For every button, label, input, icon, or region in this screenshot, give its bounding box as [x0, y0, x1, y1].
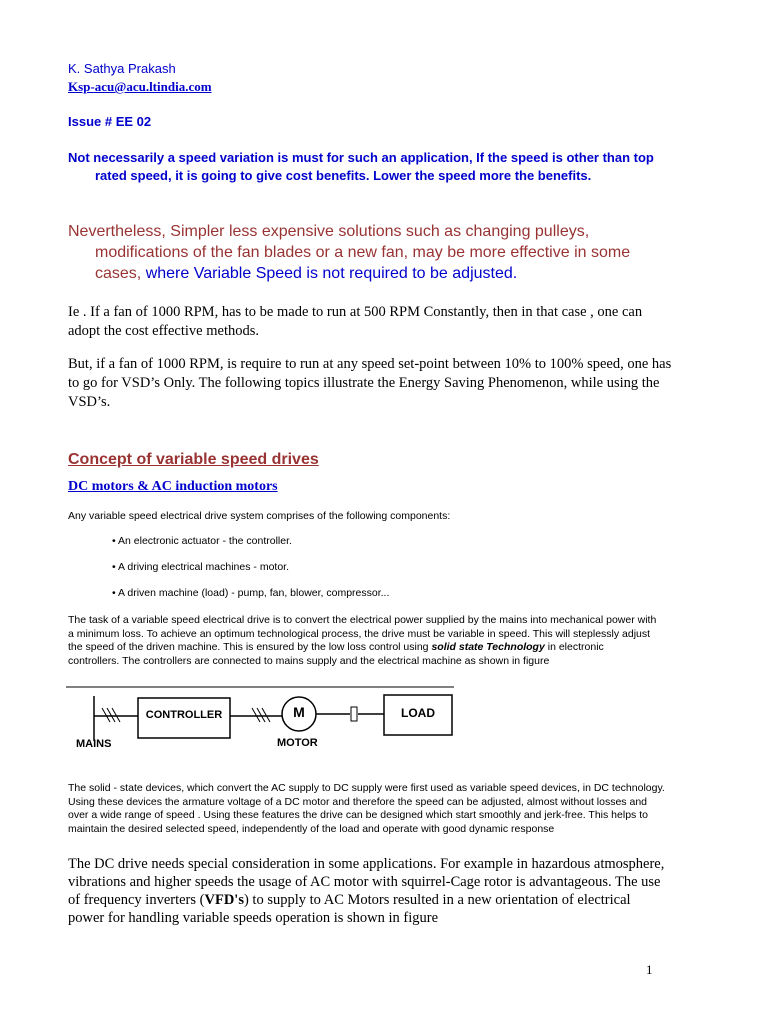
intro-blue-text: where Variable Speed is not required to be adjusted. — [145, 265, 518, 282]
list-item: • A driving electrical machines - motor. — [112, 561, 289, 573]
task-paragraph — [68, 614, 658, 668]
section-subheading: DC motors & AC induction motors — [68, 479, 278, 494]
author-email-link[interactable]: Ksp-acu@acu.ltindia.com — [68, 79, 212, 94]
intro-red-paragraph — [68, 221, 675, 284]
list-item: • A driven machine (load) - pump, fan, blower, compressor... — [112, 587, 390, 599]
dc-drive-paragraph — [68, 855, 668, 927]
load-label: LOAD — [401, 706, 435, 720]
author-name: K. Sathya Prakash — [68, 61, 176, 76]
task-text-2: in electronic controllers. The controllers are connected to mains supply and the electrical machine as shown in figure — [68, 641, 604, 667]
issue-number: Issue # EE 02 — [68, 114, 152, 129]
list-item: • An electronic actuator - the controller. — [112, 535, 292, 547]
dc-text-1: The DC drive needs special consideration in some applications. For example in hazardous atmosphere, vibrations and higher speeds the usage of AC motor with squirrel-Cage rotor is advantageous. The use of frequency inverters ( — [68, 856, 665, 908]
page-number: 1 — [646, 962, 653, 977]
intro-blue-paragraph: Not necessarily a speed variation is must for such an application, If the speed is other than top rated speed, it is going to give cost benefits. Lower the speed more the benefits. — [68, 150, 654, 183]
motor-symbol: M — [293, 704, 305, 720]
vsd-paragraph: But, if a fan of 1000 RPM, is require to run at any speed set-point between 10% to 100% speed, one has to go for VSD’s Only. The following topics illustrate the Energy Saving Phenomenon, while using the VSD’s. — [68, 356, 672, 410]
solid-state-emphasis: solid state Technology — [431, 641, 545, 653]
vfd-emphasis: VFD's — [204, 892, 244, 908]
components-lead: Any variable speed electrical drive system comprises of the following components: — [68, 510, 451, 522]
drive-diagram — [66, 686, 454, 757]
dc-text-2: ) to supply to AC Motors resulted in a new orientation of electrical power for handling variable speeds operation is shown in figure — [68, 892, 631, 926]
intro-red-text: Nevertheless, Simpler less expensive solutions such as changing pulleys, modifications of the fan blades or a new fan, may be more effective in some cases, — [68, 223, 631, 282]
mains-label: MAINS — [76, 738, 112, 750]
controller-label: CONTROLLER — [145, 709, 223, 721]
solid-state-paragraph: The solid - state devices, which convert the AC supply to DC supply were first used as variable speed devices, in DC technology. Using these devices the armature voltage of a DC motor and therefore the speed can be adjusted, almost without losses and over a wide range of speed . Using these features the drive can be designed which start smoothly and jerk-free. This helps to maintain the desired selected speed, independently of the load and operate with good dynamic response — [68, 782, 665, 835]
task-text-1: The task of a variable speed electrical drive is to convert the electrical power supplied by the mains into mechanical power with a minimum loss. To achieve an optimum technological process, the drive must be variable in speed. This will steplessly adjust the speed of the driven machine. This is ensured by the low loss control using — [68, 614, 657, 653]
section-heading: Concept of variable speed drives — [68, 451, 319, 468]
motor-label: MOTOR — [277, 737, 318, 749]
fan-example-paragraph: Ie . If a fan of 1000 RPM, has to be made to run at 500 RPM Constantly, then in that case , one can adopt the cost effective methods. — [68, 304, 643, 339]
